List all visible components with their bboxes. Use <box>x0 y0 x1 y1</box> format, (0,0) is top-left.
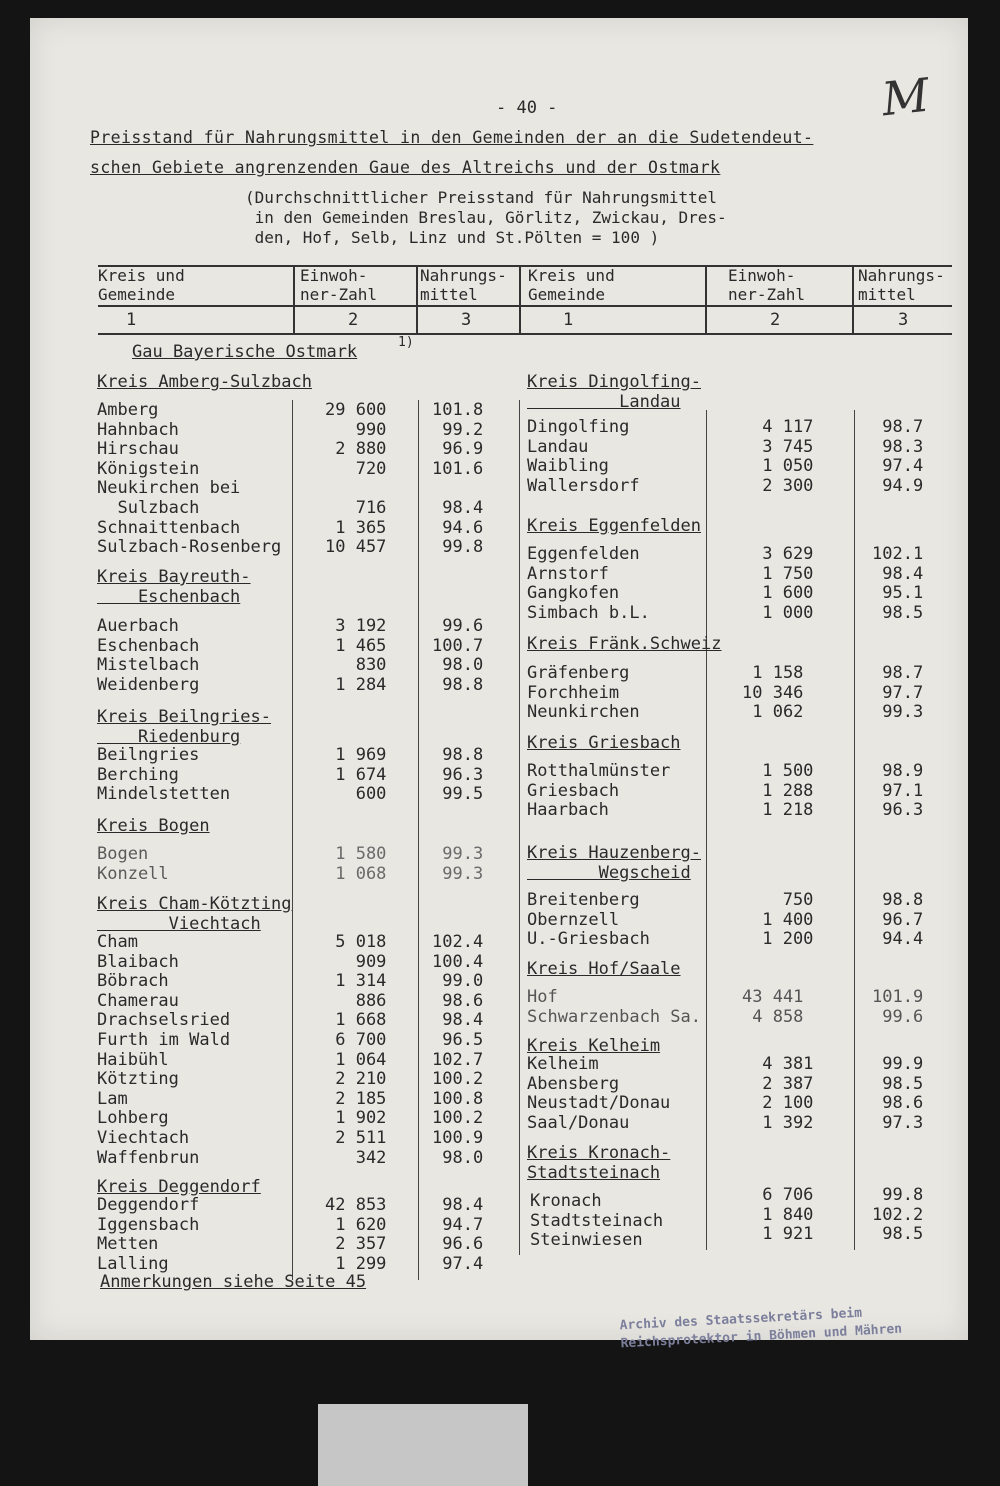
page-number: - 40 - <box>496 98 558 118</box>
section-heading: Kreis Bayreuth- Eschenbach <box>97 567 251 607</box>
header-col2: Einwoh- ner-Zahl <box>300 266 378 304</box>
section-heading: Kreis Amberg-Sulzbach <box>97 372 312 392</box>
municipality-names: Kronach Stadtsteinach Steinwiesen <box>530 1191 664 1251</box>
col-number-5: 2 <box>770 310 781 330</box>
municipality-names: Dingolfing Landau Waibling Wallersdorf <box>527 417 640 496</box>
column-line <box>418 400 419 1280</box>
col-number-3: 3 <box>461 310 472 330</box>
handwritten-mark: M <box>879 67 932 127</box>
header-col6: Nahrungs- mittel <box>858 266 945 304</box>
population-values: 5 018 909 1 314 886 1 668 6 700 1 064 2 210 2 185 1 902 2 511 342 <box>335 932 387 1168</box>
municipality-names: Amberg Hahnbach Hirschau Königstein Neukirchen bei Sulzbach Schnaittenbach Sulzbach-Rosenberg <box>97 400 282 558</box>
municipality-names: Deggendorf Iggensbach Metten Lalling <box>97 1195 200 1274</box>
section-heading: Kreis Kelheim <box>527 1036 661 1056</box>
column-line <box>292 400 293 1280</box>
price-index-values: 99.6 100.7 98.0 98.8 <box>432 616 484 695</box>
population-values: 4 381 2 387 2 100 1 392 <box>762 1054 814 1133</box>
section-heading: Kreis Bogen <box>97 816 210 836</box>
price-index-values: 98.7 97.7 99.3 <box>882 663 924 723</box>
municipality-names: Hof Schwarzenbach Sa. <box>527 987 701 1027</box>
header-col3: Nahrungs- mittel <box>420 266 507 304</box>
col-number-6: 3 <box>898 310 909 330</box>
column-line <box>706 410 707 1250</box>
footnote-reference: Anmerkungen siehe Seite 45 <box>100 1272 367 1292</box>
population-values: 1 158 10 346 1 062 <box>742 663 804 723</box>
price-index-values: 102.4 100.4 99.0 98.6 98.4 96.5 102.7 100.2 100.8 100.2 100.9 98.0 <box>432 932 484 1168</box>
price-index-values: 99.9 98.5 98.6 97.3 <box>882 1054 924 1133</box>
price-index-values: 99.3 99.3 <box>442 844 484 884</box>
population-values: 3 629 1 750 1 600 1 000 <box>762 544 814 623</box>
title-line-2: schen Gebiete angrenzenden Gaue des Altreichs und der Ostmark <box>90 158 721 177</box>
section-heading: Kreis Cham-Kötzting Viechtach <box>97 894 292 934</box>
municipality-names: Eggenfelden Arnstorf Gangkofen Simbach b.L. <box>527 544 650 623</box>
column-line <box>854 410 855 1250</box>
price-index-values: 98.4 94.7 96.6 97.4 <box>442 1195 484 1274</box>
municipality-names: Kelheim Abensberg Neustadt/Donau Saal/Donau <box>527 1054 671 1133</box>
population-values: 4 117 3 745 1 050 2 300 <box>762 417 814 496</box>
municipality-names: Gräfenberg Forchheim Neunkirchen <box>527 663 640 723</box>
population-values: 750 1 400 1 200 <box>762 890 814 950</box>
header-col1: Kreis und Gemeinde <box>98 266 185 304</box>
population-values: 1 500 1 288 1 218 <box>762 761 814 821</box>
section-heading: Kreis Hof/Saale <box>527 959 681 979</box>
population-values: 29 600 990 2 880 720 716 1 365 10 457 <box>325 400 387 558</box>
price-index-values: 99.8 102.2 98.5 <box>872 1185 924 1245</box>
section-heading: Kreis Fränk.Schweiz <box>527 634 722 654</box>
price-index-values: 98.7 98.3 97.4 94.9 <box>882 417 924 496</box>
col-number-2: 2 <box>348 310 359 330</box>
table-header <box>98 265 952 335</box>
population-values: 1 969 1 674 600 <box>335 745 387 805</box>
municipality-names: Rotthalmünster Griesbach Haarbach <box>527 761 671 821</box>
price-index-values: 102.1 98.4 95.1 98.5 <box>872 544 924 623</box>
population-values: 6 706 1 840 1 921 <box>762 1185 814 1245</box>
municipality-names: Auerbach Eschenbach Mistelbach Weidenberg <box>97 616 200 695</box>
population-values: 3 192 1 465 830 1 284 <box>335 616 387 695</box>
section-heading: Kreis Deggendorf <box>97 1177 261 1197</box>
price-index-values: 101.8 99.2 96.9 101.6 98.4 94.6 99.8 <box>432 400 484 558</box>
municipality-names: Bogen Konzell <box>97 844 169 884</box>
col-number-4: 1 <box>563 310 574 330</box>
column-line <box>519 400 520 1255</box>
archive-stamp: Archiv des Staatssekretärs beim Reichsprotektor in Böhmen und Mähren <box>619 1305 903 1352</box>
section-heading: Kreis Griesbach <box>527 733 681 753</box>
municipality-names: Breitenberg Obernzell U.-Griesbach <box>527 890 650 950</box>
gau-heading: Gau Bayerische Ostmark <box>132 342 358 362</box>
subtitle: (Durchschnittlicher Preisstand für Nahrungsmittel in den Gemeinden Breslau, Görlitz, Zwickau, Dres- den, Hof, Selb, Linz und St.Pölten = 100 ) <box>245 188 727 247</box>
col-number-1: 1 <box>126 310 137 330</box>
price-index-values: 98.8 96.3 99.5 <box>442 745 484 805</box>
municipality-names: Cham Blaibach Böbrach Chamerau Drachselsried Furth im Wald Haibühl Kötzting Lam Lohberg Viechtach Waffenbrun <box>97 932 231 1168</box>
section-heading: Kreis Dingolfing- Landau <box>527 372 701 412</box>
gray-card <box>318 1404 528 1486</box>
gau-footnote-marker: 1) <box>398 335 414 350</box>
header-col5: Einwoh- ner-Zahl <box>728 266 806 304</box>
section-heading: Kreis Eggenfelden <box>527 516 701 536</box>
population-values: 42 853 1 620 2 357 1 299 <box>325 1195 387 1274</box>
title-line-1: Preisstand für Nahrungsmittel in den Gemeinden der an die Sudetendeut- <box>90 128 814 147</box>
price-index-values: 98.9 97.1 96.3 <box>882 761 924 821</box>
population-values: 43 441 4 858 <box>742 987 804 1027</box>
price-index-values: 101.9 99.6 <box>872 987 924 1027</box>
population-values: 1 580 1 068 <box>335 844 387 884</box>
section-heading: Kreis Beilngries- Riedenburg <box>97 707 271 747</box>
price-index-values: 98.8 96.7 94.4 <box>882 890 924 950</box>
header-col4: Kreis und Gemeinde <box>528 266 615 304</box>
section-heading: Kreis Hauzenberg- Wegscheid <box>527 843 701 883</box>
municipality-names: Beilngries Berching Mindelstetten <box>97 745 231 805</box>
section-heading: Kreis Kronach- Stadtsteinach <box>527 1143 671 1183</box>
